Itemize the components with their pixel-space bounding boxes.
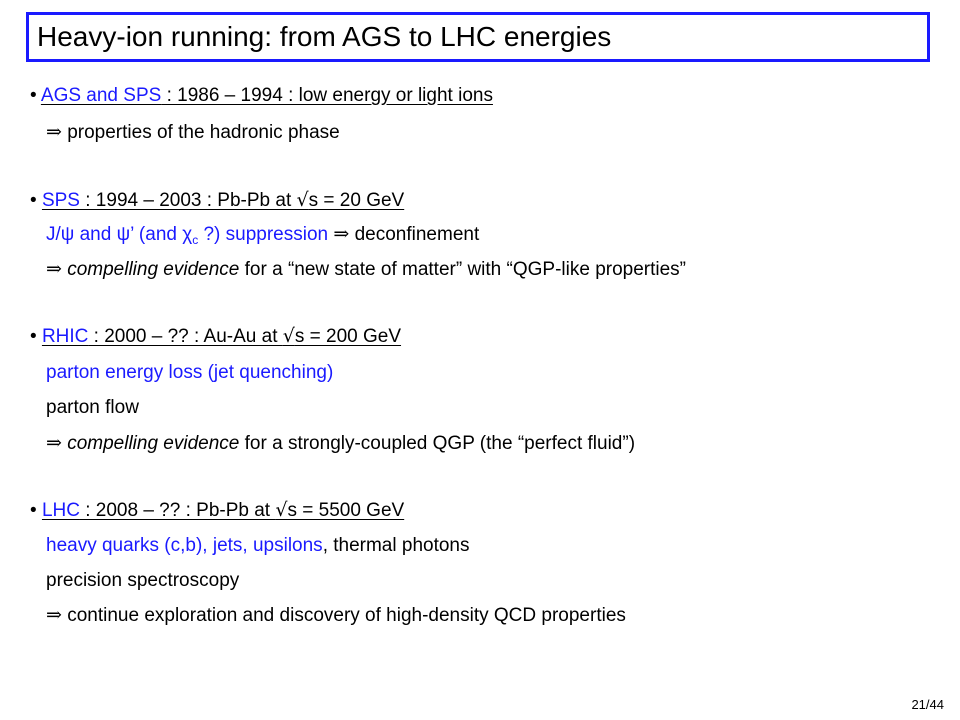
- sps-period: : 1994 – 2003 : Pb-Pb at: [79, 190, 297, 211]
- bullet: •: [30, 190, 37, 211]
- implies-icon: ⇒: [46, 258, 62, 280]
- slide-title-text: Heavy-ion running: from AGS to LHC energies: [37, 21, 612, 52]
- rhic-line-2-text: parton flow: [46, 397, 139, 418]
- rhic-period: : 2000 – ?? : Au-Au at: [88, 326, 283, 347]
- sqrt-icon: √: [296, 189, 309, 211]
- page-number: 21/44: [911, 697, 944, 712]
- lhc-period: : 2008 – ?? : Pb-Pb at: [79, 500, 276, 521]
- rhic-evidence-emphasis: compelling evidence: [67, 433, 240, 454]
- sps-jpsi-text: J/ψ and ψ’ (and χ: [46, 224, 193, 245]
- implies-icon: ⇒: [46, 432, 62, 454]
- lhc-line-2-text: precision spectroscopy: [46, 570, 240, 591]
- rhic-energy: s = 200 GeV: [294, 326, 402, 347]
- sps-heading: [30, 188, 404, 213]
- sqrt-icon: √: [282, 325, 295, 347]
- sps-line-2: [46, 257, 686, 282]
- rhic-facility: RHIC: [41, 326, 89, 347]
- bullet: •: [30, 85, 37, 106]
- sps-suppression: [46, 224, 328, 245]
- lhc-probes: heavy quarks (c,b), jets, upsilons: [46, 535, 323, 556]
- sps-heading-text: [42, 190, 404, 211]
- ags-heading: [30, 84, 493, 108]
- implies-icon: ⇒: [46, 604, 62, 626]
- ags-facility: AGS and SPS: [40, 85, 162, 106]
- sqrt-icon: √: [275, 499, 288, 521]
- rhic-heading-text: [42, 326, 401, 347]
- bullet: •: [30, 500, 37, 521]
- lhc-heading: [30, 498, 404, 523]
- lhc-line-3: [46, 603, 626, 628]
- lhc-line-1: [46, 534, 470, 558]
- slide-title: [26, 12, 930, 62]
- lhc-heading-text: [42, 500, 404, 521]
- ags-period: : 1986 – 1994 : low energy or light ions: [161, 85, 493, 106]
- sps-chi-subscript: c: [192, 233, 199, 247]
- sps-evidence-emphasis: compelling evidence: [67, 259, 240, 280]
- rhic-line-1: [46, 361, 333, 385]
- lhc-line-2: [46, 569, 239, 593]
- sps-deconfinement: deconfinement: [354, 224, 480, 245]
- bullet: •: [30, 326, 37, 347]
- rhic-heading: [30, 324, 401, 349]
- rhic-line-1-text: parton energy loss (jet quenching): [46, 362, 334, 383]
- lhc-energy: s = 5500 GeV: [287, 500, 405, 521]
- ags-line-1-text: properties of the hadronic phase: [67, 122, 340, 143]
- rhic-line-2: [46, 396, 139, 420]
- implies-icon: ⇒: [333, 223, 350, 245]
- ags-line-1: [46, 120, 340, 145]
- lhc-photons: , thermal photons: [322, 535, 470, 556]
- ags-heading-text: [41, 85, 493, 106]
- lhc-line-3-text: continue exploration and discovery of high-density QCD properties: [67, 605, 626, 626]
- sps-suppression-text: ?) suppression: [198, 224, 329, 245]
- implies-icon: ⇒: [46, 121, 62, 143]
- rhic-line-3: [46, 431, 635, 456]
- sps-line-1: [46, 222, 479, 252]
- rhic-evidence-text: for a strongly-coupled QGP (the “perfect fluid”): [239, 433, 636, 454]
- sps-evidence-text: for a “new state of matter” with “QGP-like properties”: [239, 259, 687, 280]
- lhc-facility: LHC: [41, 500, 80, 521]
- sps-facility: SPS: [41, 190, 80, 211]
- sps-energy: s = 20 GeV: [308, 190, 405, 211]
